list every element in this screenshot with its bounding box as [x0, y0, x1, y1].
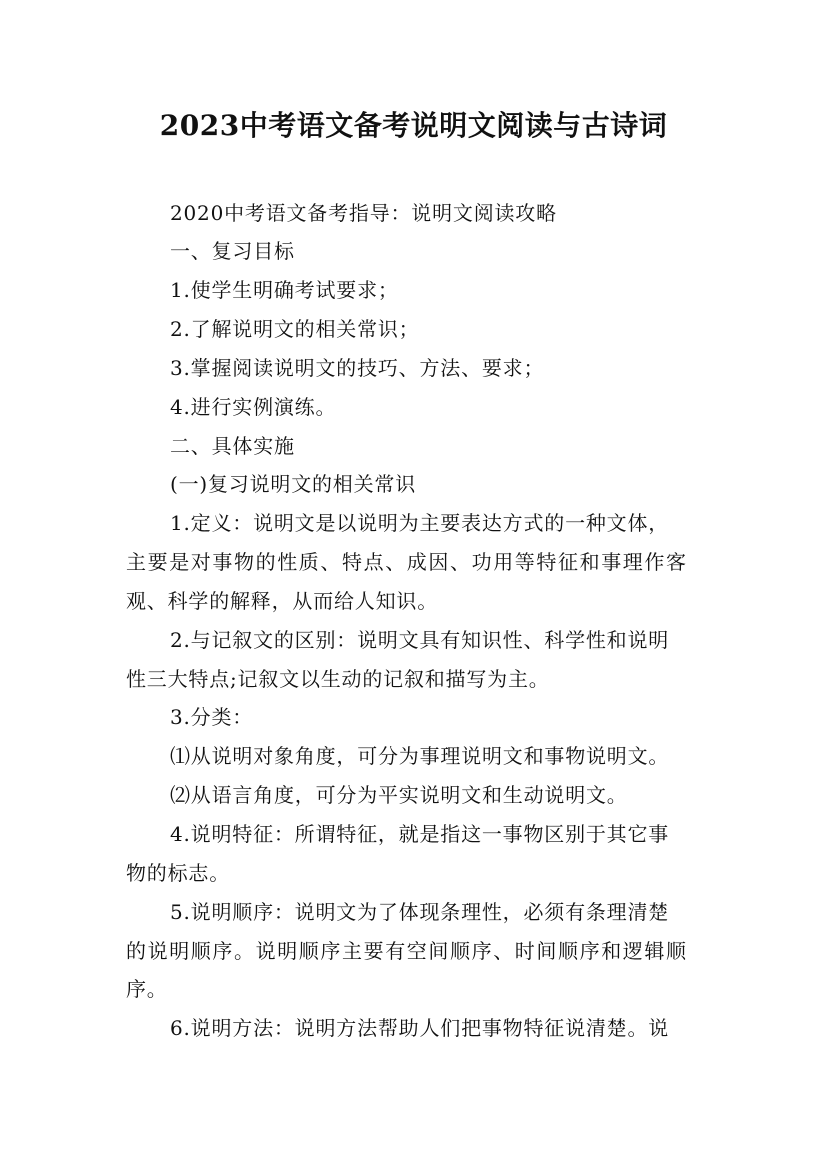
- text-line: (一)复习说明文的相关常识: [170, 472, 417, 496]
- text-line: 一、复习目标: [170, 239, 295, 263]
- text-line: 3.分类：: [170, 705, 254, 729]
- text-line: 观、科学的解释，从而给人知识。: [126, 589, 438, 613]
- text-line: 4.进行实例演练。: [170, 395, 337, 419]
- text-line: 2.与记叙文的区别：说明文具有知识性、科学性和说明: [170, 628, 670, 652]
- text-line: 2.了解说明文的相关常识；: [170, 317, 420, 341]
- text-line: ⑵从语言角度，可分为平实说明文和生动说明文。: [170, 783, 628, 807]
- text-line: 2020中考语文备考指导：说明文阅读攻略: [170, 201, 557, 225]
- text-line: 5.说明顺序：说明文为了体现条理性，必须有条理清楚: [170, 900, 670, 924]
- text-line: 6.说明方法：说明方法帮助人们把事物特征说清楚。说: [170, 1016, 670, 1040]
- text-line: 的说明顺序。说明顺序主要有空间顺序、时间顺序和逻辑顺: [126, 939, 688, 963]
- text-line: 4.说明特征：所谓特征，就是指这一事物区别于其它事: [170, 822, 670, 846]
- text-line: ⑴从说明对象角度，可分为事理说明文和事物说明文。: [170, 744, 670, 768]
- document-title: 2023中考语文备考说明文阅读与古诗词: [159, 109, 668, 142]
- text-line: 物的标志。: [126, 861, 230, 885]
- text-line: 3.掌握阅读说明文的技巧、方法、要求；: [170, 356, 545, 380]
- text-line: 主要是对事物的性质、特点、成因、功用等特征和事理作客: [126, 550, 688, 574]
- text-line: 性三大特点;记叙文以生动的记叙和描写为主。: [126, 667, 550, 691]
- text-line: 序。: [126, 977, 168, 1001]
- text-line: 1.使学生明确考试要求；: [170, 278, 399, 302]
- text-line: 二、具体实施: [170, 434, 295, 458]
- text-line: 1.定义：说明文是以说明为主要表达方式的一种文体，: [170, 511, 670, 535]
